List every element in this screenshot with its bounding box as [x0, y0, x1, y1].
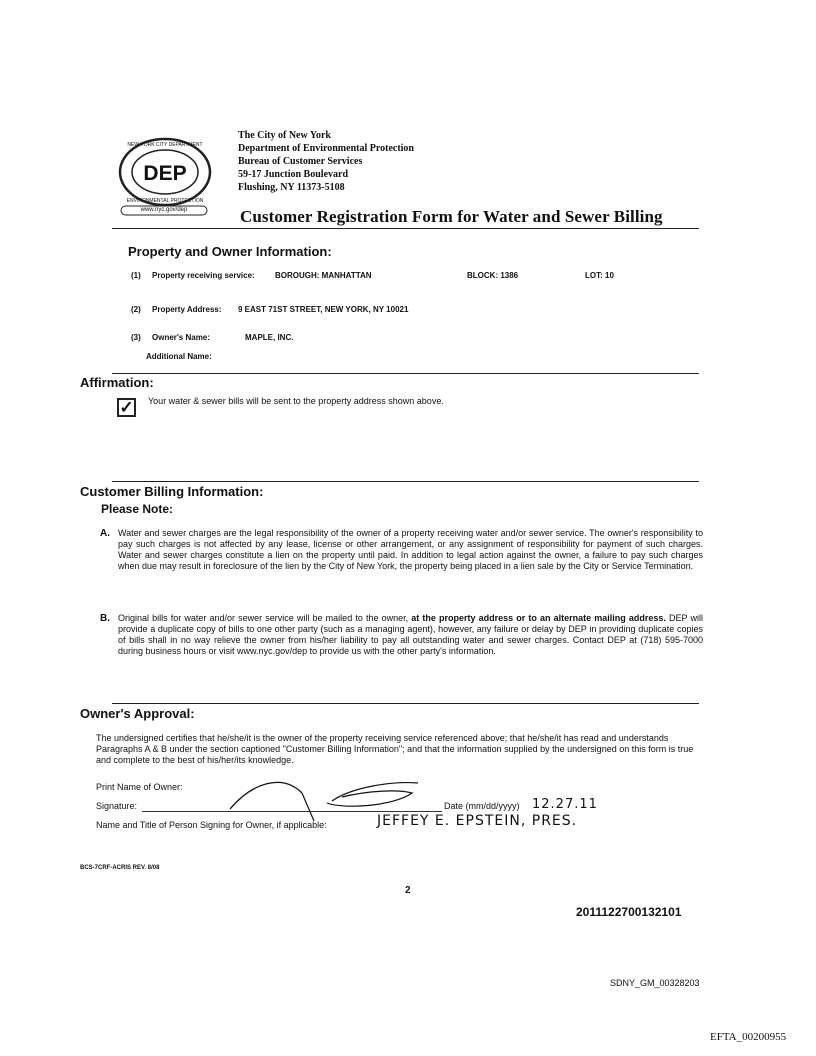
owner-name-label: Owner's Name: — [152, 333, 210, 342]
owner-name-value: MAPLE, INC. — [245, 333, 294, 342]
date-label: Date (mm/dd/yyyy) — [444, 801, 520, 811]
billing-rule — [112, 481, 699, 482]
billing-title: Customer Billing Information: — [80, 484, 264, 499]
checkmark-icon: ✓ — [119, 398, 134, 417]
paragraph-b-part-1: Original bills for water and/or sewer service will be mailed to the owner, — [118, 613, 412, 623]
additional-name-label: Additional Name: — [146, 352, 212, 361]
document-number: 2011122700132101 — [576, 905, 682, 919]
signature-label: Signature: — [96, 801, 138, 811]
dep-seal-url: www.nyc.gov/dep — [140, 207, 188, 213]
svg-text:DEP: DEP — [143, 162, 187, 185]
paragraph-a-letter: A. — [100, 528, 110, 539]
page-number: 2 — [405, 885, 411, 896]
bates-number: SDNY_GM_00328203 — [610, 978, 700, 988]
approval-text: The undersigned certifies that he/she/it is the owner of the property receiving service referenced above; that he/she/it has read and understands Paragraphs A & B under the section captioned "Customer Billing Information"; and that the information supplied by the undersigned on this form is true and complete to the best of his/her/its knowledge. — [96, 733, 694, 765]
approval-title: Owner's Approval: — [80, 706, 195, 721]
address-line-3: Bureau of Customer Services — [238, 156, 363, 167]
address-line-2: Department of Environmental Protection — [238, 143, 414, 154]
paragraph-b-letter: B. — [100, 613, 110, 624]
approval-rule — [112, 703, 699, 704]
title-rule — [112, 228, 699, 229]
property-address-value: 9 EAST 71ST STREET, NEW YORK, NY 10021 — [238, 305, 409, 314]
dep-seal-logo — [115, 135, 220, 217]
form-code: BCS-7CRF-ACRIS REV. 8/08 — [80, 865, 160, 871]
property-section-title: Property and Owner Information: — [128, 244, 332, 259]
form-title: Customer Registration Form for Water and Sewer Billing — [240, 207, 663, 226]
efta-number: EFTA_00200955 — [710, 1031, 787, 1043]
borough-value: BOROUGH: MANHATTAN — [275, 271, 372, 280]
affirmation-rule — [112, 373, 699, 374]
property-address-label: Property Address: — [152, 305, 222, 314]
address-line-4: 59-17 Junction Boulevard — [238, 169, 349, 180]
line2-number: (2) — [131, 305, 141, 314]
title-of-signer-value: JEFFEY E. EPSTEIN, PRES. — [377, 813, 578, 829]
date-value: 12.27.11 — [532, 797, 598, 812]
line1-number: (1) — [131, 271, 141, 280]
title-of-signer-label: Name and Title of Person Signing for Owner, if applicable: — [96, 820, 327, 830]
svg-text:ENVIRONMENTAL PROTECTION: ENVIRONMENTAL PROTECTION — [126, 198, 204, 204]
paragraph-b-bold: at the property address or to an alternate mailing address. — [411, 613, 666, 623]
paragraph-b-text — [118, 613, 703, 657]
affirmation-text: Your water & sewer bills will be sent to the property address shown above. — [148, 396, 444, 406]
print-name-label: Print Name of Owner: — [96, 782, 183, 792]
affirmation-checkbox[interactable] — [117, 398, 136, 417]
lot-value: LOT: 10 — [585, 271, 614, 280]
paragraph-a-text: Water and sewer charges are the legal responsibility of the owner of a property receiving water and/or sewer service. The owner's responsibility to pay such charges is not affected by any lease, license or other arrangement, or any assignment of responsibility for payment of such charges. Water and sewer charges constitute a lien on the property until paid. In addition to legal action against the owner, a failure to pay such charges when due may result in foreclosure of the lien by the City of New York, the property being placed in a lien sale by the City or Service Termination. — [118, 528, 703, 571]
address-line-5: Flushing, NY 11373-5108 — [238, 182, 345, 193]
property-service-label: Property receiving service: — [152, 271, 255, 280]
paragraph-b-part-2: DEP will provide a duplicate copy of bills to one other party (such as a managing agent), however, any failure or delay by DEP in providing duplicate copies of bills shall in no way relieve the owner from his/her liability to pay all outstanding water and sewer charges. Contact DEP at (718) 595-7000 during business hours or visit www.nyc.gov/dep to provide us with the other party's information. — [118, 613, 704, 656]
please-note: Please Note: — [101, 502, 174, 516]
address-line-1: The City of New York — [238, 130, 331, 141]
line3-number: (3) — [131, 333, 141, 342]
affirmation-title: Affirmation: — [80, 375, 154, 390]
svg-text:NEW YORK CITY DEPARTMENT: NEW YORK CITY DEPARTMENT — [127, 142, 203, 148]
block-value: BLOCK: 1386 — [467, 271, 519, 280]
